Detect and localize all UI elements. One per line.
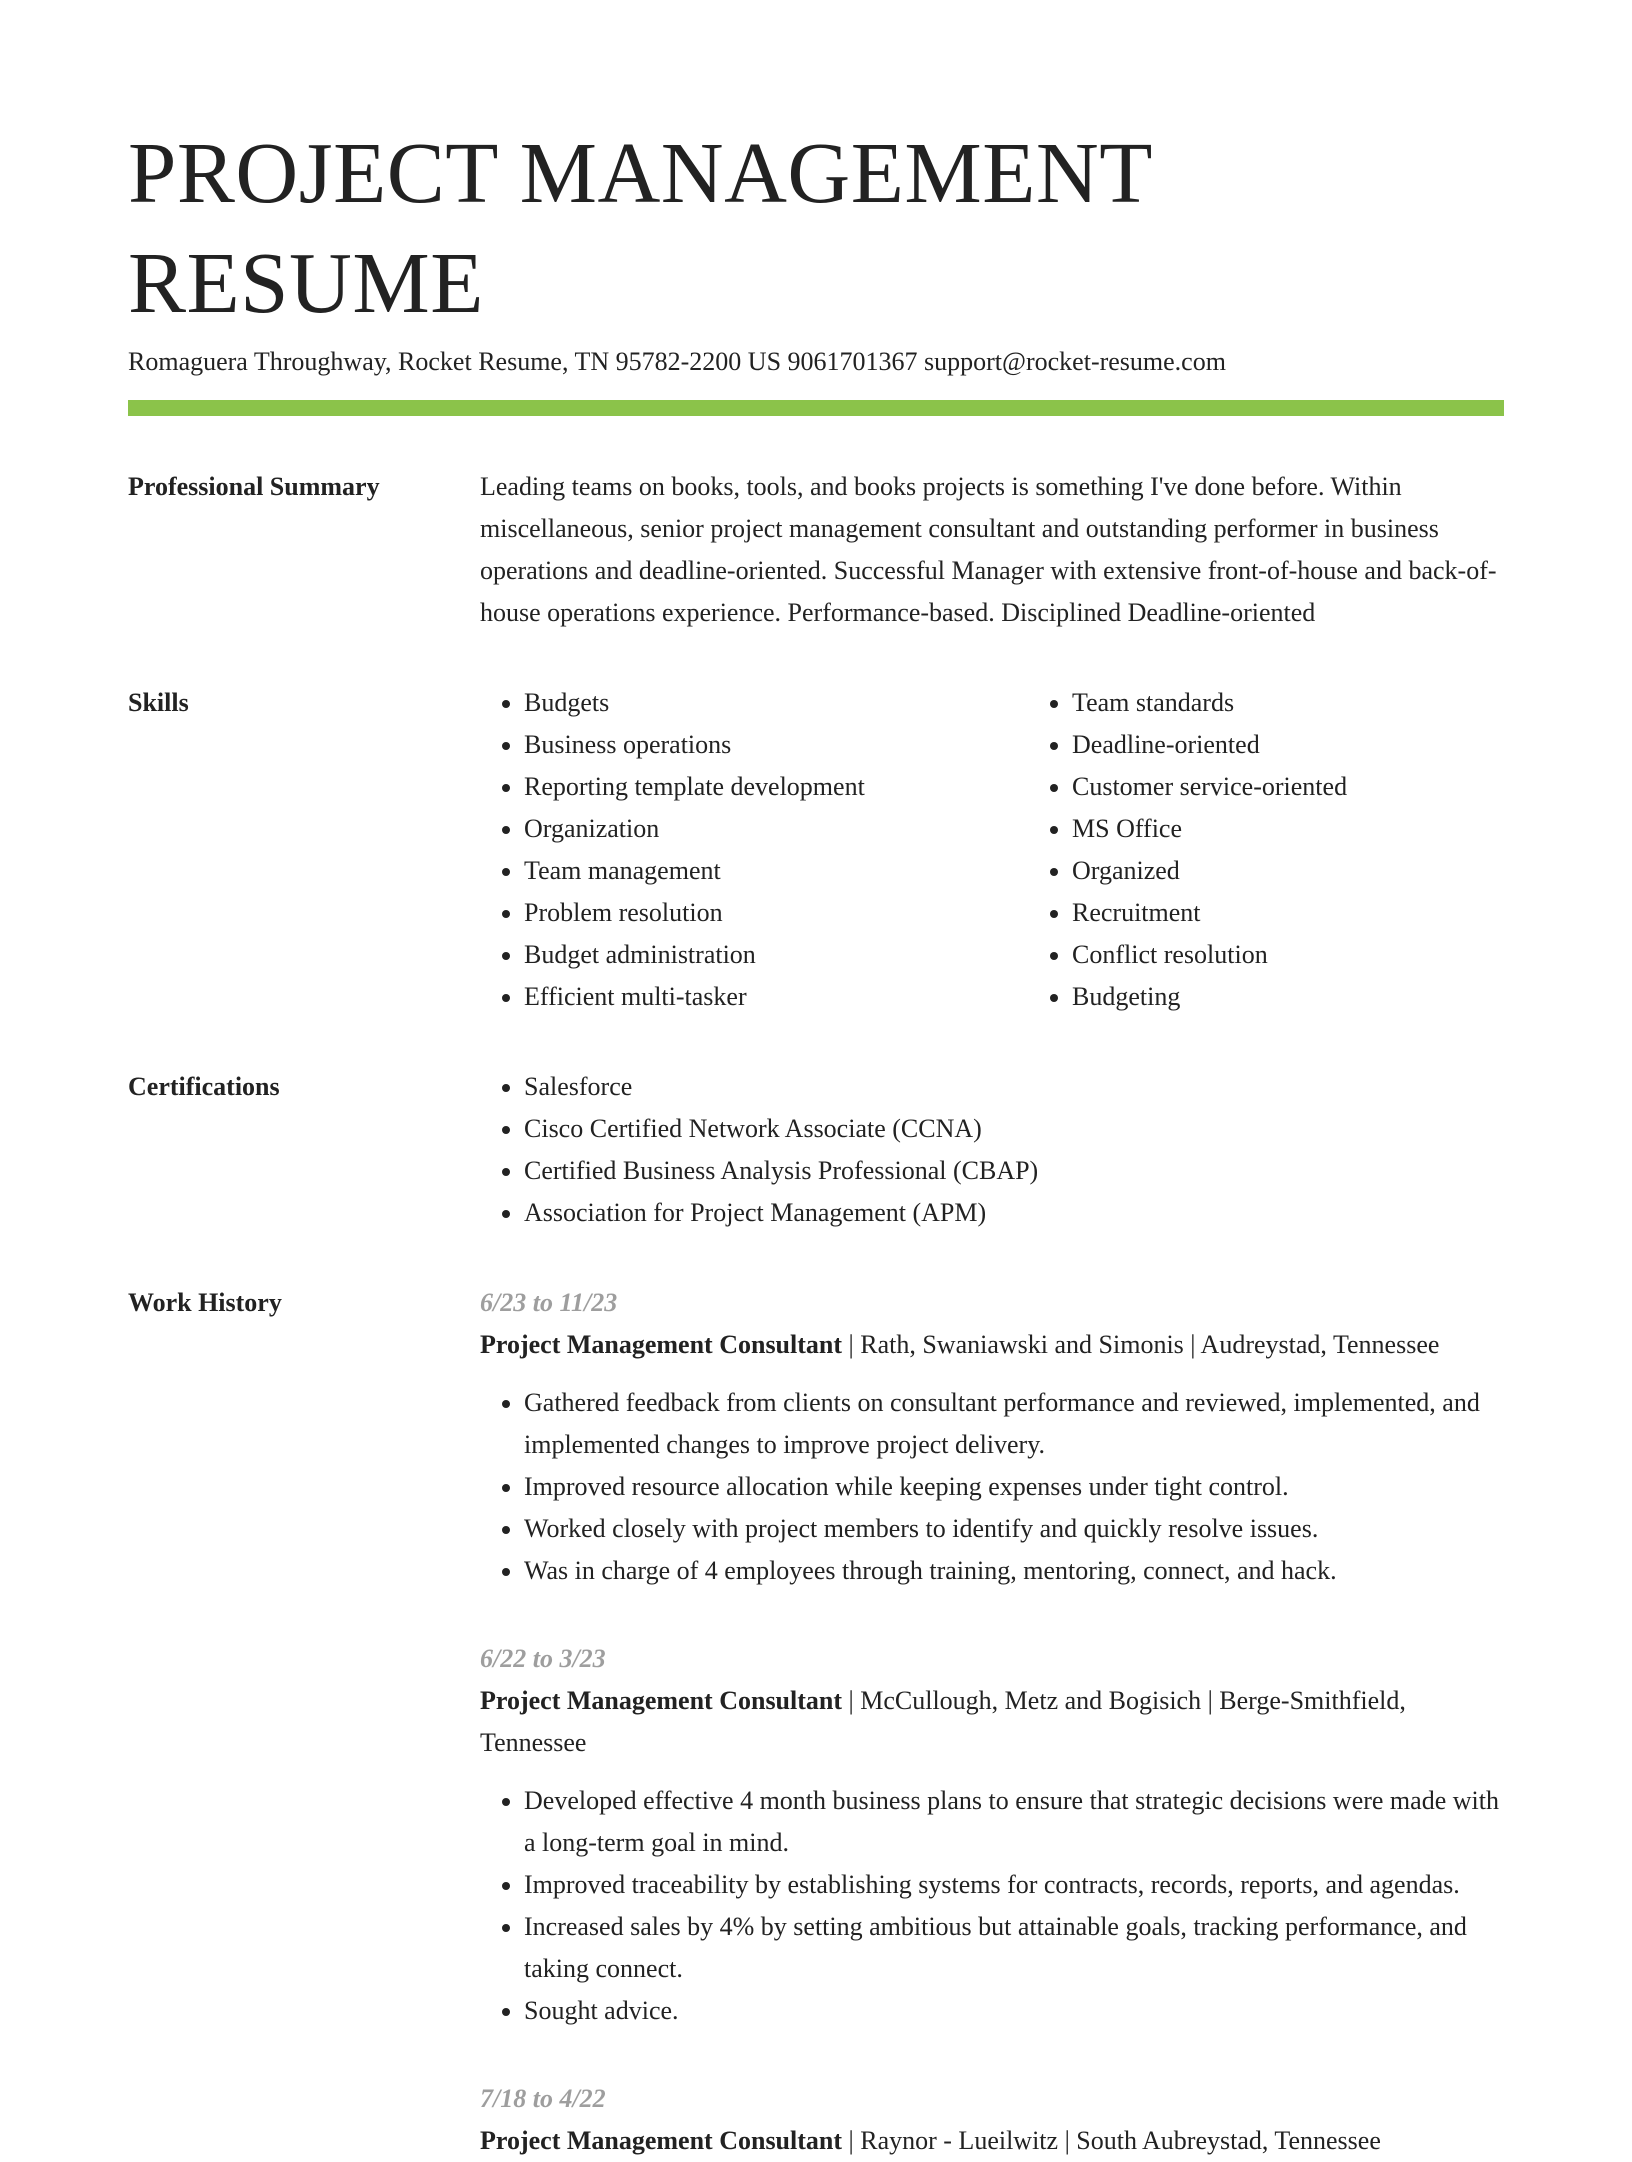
certification-item: • Salesforce: [524, 1066, 1504, 1108]
skill-item: • Efficient multi-tasker: [524, 976, 984, 1018]
skill-item: • Organized: [1072, 850, 1552, 892]
certification-item: • Certified Business Analysis Professional (CBAP): [524, 1150, 1504, 1192]
job-dates: 6/23 to 11/23: [480, 1288, 618, 1317]
job-bullets: [480, 1382, 1504, 1592]
certification-item: • Association for Project Management (APM): [524, 1192, 1504, 1234]
job-dates: 6/22 to 3/23: [480, 1644, 606, 1673]
skill-item: • Reporting template development: [524, 766, 984, 808]
job-title: Project Management Consultant: [480, 1330, 843, 1359]
summary-section: [128, 466, 1504, 634]
certifications-list: [480, 1066, 1504, 1234]
job-employer-location: | McCullough, Metz and Bogisich | Berge-Smithfield, Tennessee: [480, 1686, 1406, 1757]
skill-item: • Customer service-oriented: [1072, 766, 1552, 808]
job-bullet: • Improved traceability by establishing systems for contracts, records, reports, and agendas.: [524, 1864, 1504, 1906]
section-heading: Work History: [128, 1288, 282, 1317]
job-bullets: [480, 1780, 1504, 2032]
section-heading: Professional Summary: [128, 472, 380, 501]
certifications-section: [128, 1066, 1504, 1234]
work-history-section: [128, 1282, 1504, 2162]
job-header: [480, 2120, 1504, 2162]
skill-item: • Conflict resolution: [1072, 934, 1552, 976]
job-title: Project Management Consultant: [480, 1686, 843, 1715]
job-entry: [480, 1638, 1504, 2032]
job-dates: 7/18 to 4/22: [480, 2084, 606, 2113]
skills-section: [128, 682, 1504, 1018]
skill-item: • Team standards: [1072, 682, 1552, 724]
job-entry: [480, 2078, 1504, 2162]
resume-page: [128, 118, 1504, 2162]
job-title: Project Management Consultant: [480, 2126, 843, 2155]
summary-text: Leading teams on books, tools, and books projects is something I've done before. Within miscellaneous, senior project management consultant and outstanding performer in business operations and deadline-oriented. Successful Manager with extensive front-of-house and back-of-house operations experience. Performance-based. Disciplined Deadline-oriented: [480, 472, 1497, 627]
skill-item: • Budget administration: [524, 934, 984, 976]
contact-line: Romaguera Throughway, Rocket Resume, TN 95782-2200 US 9061701367 support@rocket-resume.com: [128, 347, 1226, 376]
section-heading: Skills: [128, 688, 189, 717]
skill-item: • Team management: [524, 850, 984, 892]
skill-item: • Deadline-oriented: [1072, 724, 1552, 766]
skill-item: • Organization: [524, 808, 984, 850]
job-bullet: • Improved resource allocation while keeping expenses under tight control.: [524, 1466, 1504, 1508]
section-heading: Certifications: [128, 1072, 280, 1101]
skill-item: • Recruitment: [1072, 892, 1552, 934]
job-bullet: • Developed effective 4 month business plans to ensure that strategic decisions were made with a long-term goal in mind.: [524, 1780, 1504, 1864]
job-bullet: • Increased sales by 4% by setting ambitious but attainable goals, tracking performance, and taking connect.: [524, 1906, 1504, 1990]
resume-title: PROJECT MANAGEMENT RESUME: [128, 124, 1152, 331]
skill-item: • MS Office: [1072, 808, 1552, 850]
certification-item: • Cisco Certified Network Associate (CCNA): [524, 1108, 1504, 1150]
skill-item: • Budgeting: [1072, 976, 1552, 1018]
skill-item: • Business operations: [524, 724, 984, 766]
job-header: [480, 1324, 1504, 1366]
job-bullet: • Worked closely with project members to identify and quickly resolve issues.: [524, 1508, 1504, 1550]
job-employer-location: | Raynor - Lueilwitz | South Aubreystad, Tennessee: [842, 2126, 1381, 2155]
job-bullet: • Was in charge of 4 employees through training, mentoring, connect, and hack.: [524, 1550, 1504, 1592]
skill-item: • Problem resolution: [524, 892, 984, 934]
accent-divider: [128, 400, 1504, 416]
job-entry: [480, 1282, 1504, 1592]
job-bullet: • Sought advice.: [524, 1990, 1504, 2032]
skill-item: • Budgets: [524, 682, 984, 724]
job-bullet: • Gathered feedback from clients on consultant performance and reviewed, implemented, and implemented changes to improve project delivery.: [524, 1382, 1504, 1466]
skills-list-right: [1028, 682, 1552, 1018]
job-employer-location: | Rath, Swaniawski and Simonis | Audreystad, Tennessee: [842, 1330, 1440, 1359]
skills-list-left: [480, 682, 984, 1018]
job-header: [480, 1680, 1504, 1764]
